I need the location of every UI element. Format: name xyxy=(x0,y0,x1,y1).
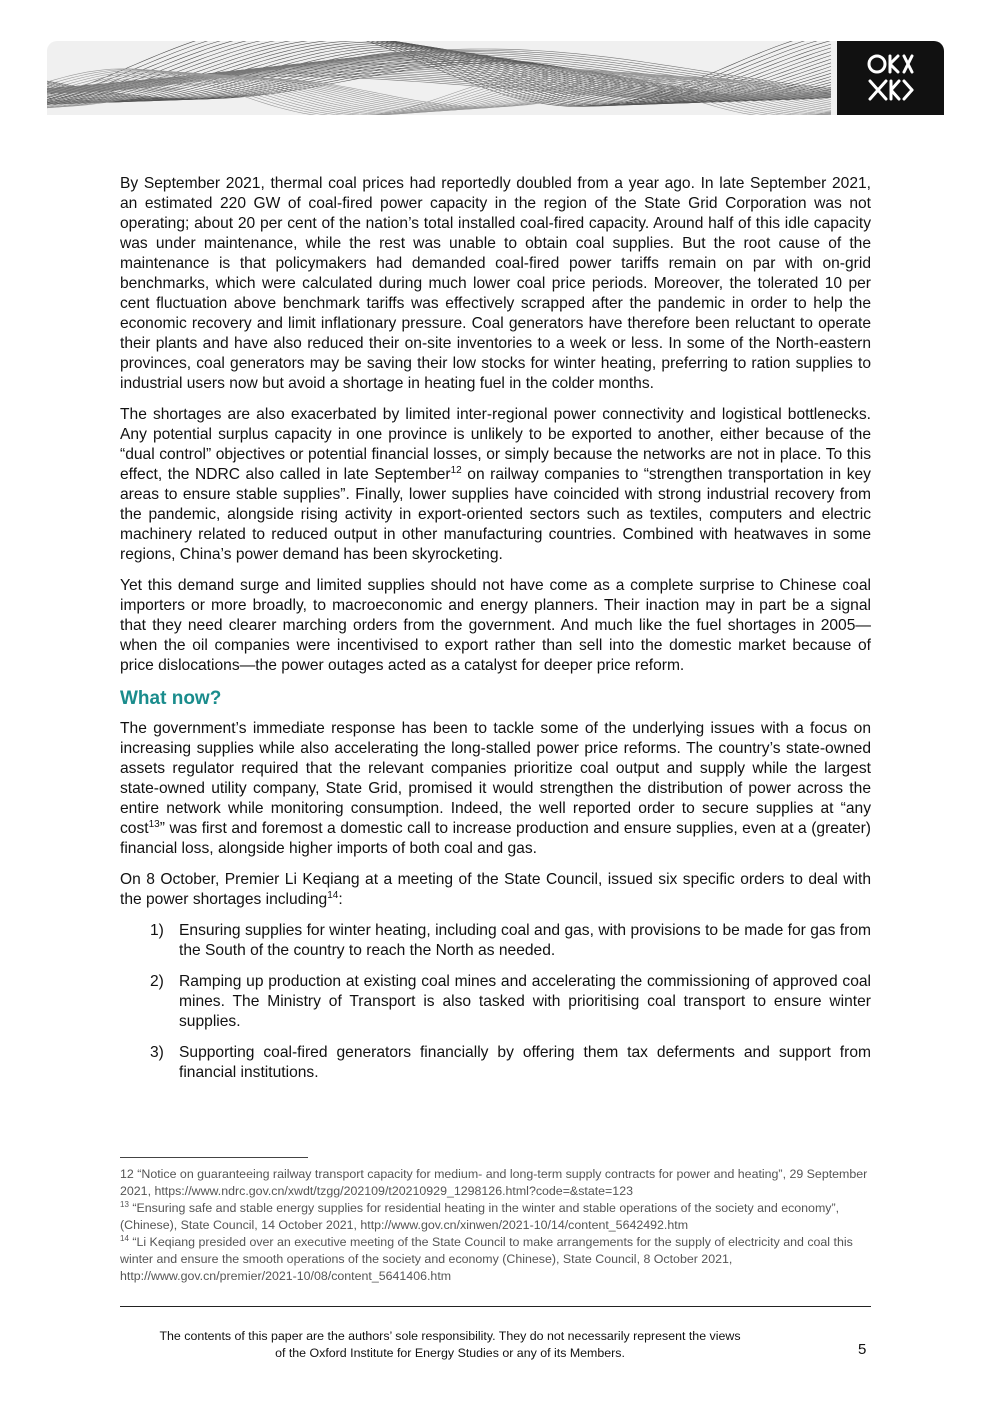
footnote-number: 14 xyxy=(120,1233,129,1243)
footer-divider xyxy=(120,1306,871,1307)
section-heading: What now? xyxy=(120,688,222,709)
list-number: 1) xyxy=(150,922,164,939)
footnote-12 xyxy=(120,1166,871,1200)
footnote-ref-12[interactable]: 12 xyxy=(450,464,462,476)
list-item-text: Ramping up production at existing coal mines and accelerating the commissioning of approved coal mines. The Ministry of Transport is also tasked with prioritising coal transport to ensure winter supplies. xyxy=(179,973,871,1030)
logo xyxy=(837,41,944,115)
footnote-divider xyxy=(120,1157,308,1158)
paragraph-text: The shortages are also exacerbated by limited inter-regional power connectivity and logistical bottlenecks. Any potential surplus capacity in one province is unlikely to be exported to another, either because of the “dual control” objectives or potential financial losses, or simply because the networks are not in place. To this effect, the NDRC also called in late September xyxy=(120,406,871,483)
footer-disclaimer xyxy=(120,1328,780,1362)
paragraph-shortages xyxy=(120,405,871,565)
list-number: 3) xyxy=(150,1044,164,1061)
footnote-text[interactable]: “Ensuring safe and stable energy supplies for residential heating in the winter and stable operations of the society and economy”, (Chinese), State Council, 14 October 2021, http://www.gov.cn/xinwen/2021-10/14/content_5642492.htm xyxy=(120,1201,840,1232)
paragraph-government-response xyxy=(120,719,871,859)
disclaimer-line: The contents of this paper are the authors’ sole responsibility. They do not necessarily represent the views xyxy=(159,1329,741,1343)
footnote-text[interactable]: “Li Keqiang presided over an executive meeting of the State Council to make arrangements for the supply of electricity and coal this winter and ensure the smooth operations of the society and economy (Chinese), State Council, 8 October 2021, http://www.gov.cn/premier/2021-10/08/content_5641406.htm xyxy=(120,1235,853,1283)
page-number: 5 xyxy=(858,1341,867,1358)
footnote-ref-13[interactable]: 13 xyxy=(148,818,160,830)
footnote-number: 12 xyxy=(120,1167,134,1181)
paragraph-text: ” was first and foremost a domestic call to increase production and ensure supplies, even at a (greater) financial loss, alongside higher imports of both coal and gas. xyxy=(120,820,871,857)
paragraph-text: The government’s immediate response has been to tackle some of the underlying issues with a focus on increasing supplies while also accelerating the long-stalled power price reforms. The country’s state-owned assets regulator required that the relevant companies prioritize coal output and supply while the largest state-owned utility company, State Grid, promised it would strengthen the distribution of power across the entire network while monitoring consumption. Indeed, the well reported order to secure supplies at “any cost xyxy=(120,720,871,837)
footnote-13 xyxy=(120,1200,871,1234)
orders-list xyxy=(120,921,871,1083)
footnote-14 xyxy=(120,1234,871,1285)
footnotes xyxy=(120,1166,871,1285)
list-item xyxy=(120,921,871,961)
list-number: 2) xyxy=(150,973,164,990)
footnote-number: 13 xyxy=(120,1199,129,1209)
paragraph-text: On 8 October, Premier Li Keqiang at a meeting of the State Council, issued six specific orders to deal with the power shortages including xyxy=(120,871,871,908)
paragraph-text: on railway companies to “strengthen transportation in key areas to ensure stable supplies”. Finally, lower supplies have coincided with strong industrial recovery from the pandemic, alongside rising activity in export-oriented sectors such as textiles, computers and electric machinery related to reduced output in other manufacturing countries. Combined with heatwaves in some regions, China’s power demand has been skyrocketing. xyxy=(120,466,871,563)
oies-logo-icon xyxy=(864,51,918,105)
main-content xyxy=(120,174,871,1094)
list-item xyxy=(120,972,871,1032)
wave-banner xyxy=(47,41,837,115)
footnote-text[interactable]: “Notice on guaranteeing railway transport capacity for medium- and long-term supply contracts for power and heating”, 29 September 2021, https://www.ndrc.gov.cn/xwdt/tzgg/202109/t20210929_1298126.html?code=&state=123 xyxy=(120,1167,868,1198)
list-item-text: Ensuring supplies for winter heating, including coal and gas, with provisions to be made for gas from the South of the country to reach the North as needed. xyxy=(179,922,871,959)
list-item-text: Supporting coal-fired generators financially by offering them tax deferments and support from financial institutions. xyxy=(179,1044,871,1081)
paragraph-coal-prices: By September 2021, thermal coal prices had reportedly doubled from a year ago. In late September 2021, an estimated 220 GW of coal-fired power capacity in the region of the State Grid Corporation was not operating; about 20 per cent of the nation’s total installed coal-fired capacity. Around half of this idle capacity was under maintenance, while the rest was unable to obtain coal supplies. But the root cause of the maintenance is that policymakers had demanded coal-fired power tariffs remain on par with on-grid benchmarks, which were calculated during much lower coal price periods. Moreover, the tolerated 10 per cent fluctuation above benchmark tariffs was effectively scrapped after the pandemic in order to help the economic recovery and limit inflationary pressure. Coal generators have therefore been reluctant to operate their plants and have also reduced their on-site inventories to a week or less. In some of the North-eastern provinces, coal generators may be saving their low stocks for winter heating, preferring to ration supplies to industrial users now but avoid a shortage in heating fuel in the colder months. xyxy=(120,175,871,392)
list-item xyxy=(120,1043,871,1083)
paragraph-text: : xyxy=(338,891,343,908)
paragraph-demand-surge: Yet this demand surge and limited supplies should not have come as a complete surprise to Chinese coal importers or more broadly, to macroeconomic and energy planners. Their inaction may in part be a signal that they need clearer marching orders from the government. And much like the fuel shortages in 2005—when the oil companies were incentivised to export rather than sell into the domestic market because of price dislocations—the power outages acted as a catalyst for deeper price reform. xyxy=(120,577,871,674)
disclaimer-line: of the Oxford Institute for Energy Studies or any of its Members. xyxy=(275,1346,625,1360)
footnote-ref-14[interactable]: 14 xyxy=(327,889,339,901)
page-header xyxy=(47,41,944,115)
wave-lines-banner xyxy=(47,41,837,115)
paragraph-state-council xyxy=(120,870,871,910)
